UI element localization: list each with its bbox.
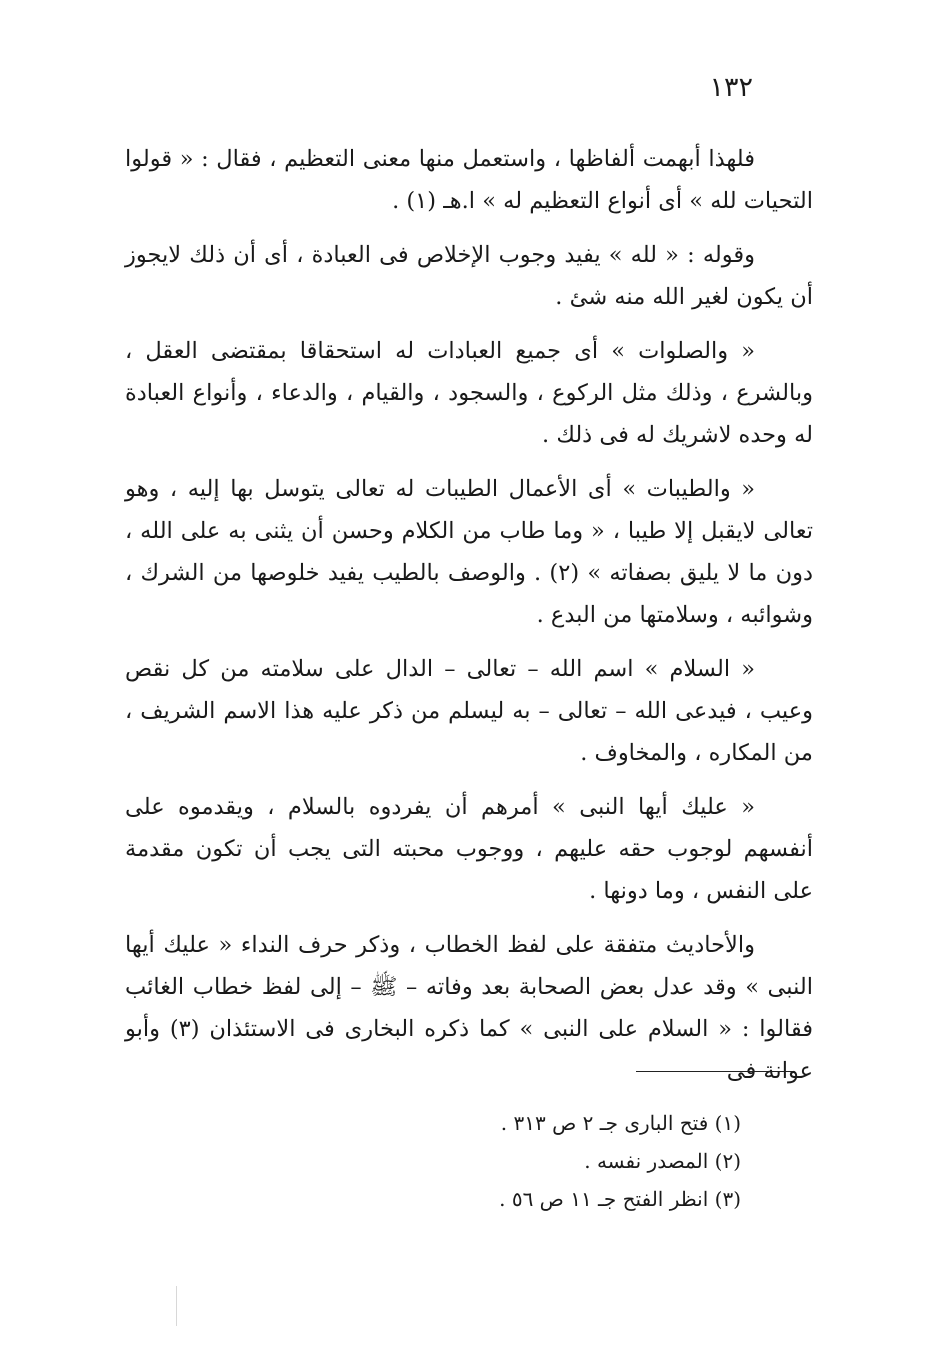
page-number: ١٣٢ xyxy=(709,72,753,103)
paragraph-7: والأحاديث متفقة على لفظ الخطاب ، وذكر حرف النداء « عليك أيها النبى » وقد عدل بعض الصحابة بعد وفاته – ﷺ – إلى لفظ خطاب الغائب فقالوا : « السلام على النبى » كما ذكره البخارى فى الاستئذان (٣) وأبو عوانة فى xyxy=(125,932,813,1084)
paragraph-3: « والصلوات » أى جميع العبادات له استحقاقا بمقتضى العقل ، وبالشرع ، وذلك مثل الركوع ، والسجود ، والقيام ، والدعاء ، وأنواع العبادة له وحده لاشريك له فى ذلك . xyxy=(125,338,813,448)
footnotes xyxy=(221,1104,741,1218)
paragraph-2: وقوله : « لله » يفيد وجوب الإخلاص فى العبادة ، أى أن ذلك لايجوز أن يكون لغير الله منه شئ . xyxy=(125,242,813,310)
paragraph-1: فلهذا أبهمت ألفاظها ، واستعمل منها معنى التعظيم ، فقال : « قولوا التحيات لله » أى أنواع التعظيم له » ا.هـ (١) . xyxy=(125,146,813,214)
body-text xyxy=(125,138,813,1104)
footnote-separator xyxy=(636,1071,794,1072)
paragraph-6: « عليك أيها النبى » أمرهم أن يفردوه بالسلام ، ويقدموه على أنفسهم لوجوب حقه عليهم ، ووجوب محبته التى يجب أن تكون مقدمة على النفس ، وما دونها . xyxy=(125,794,813,904)
footnote-2: (٢) المصدر نفسه . xyxy=(584,1149,741,1173)
scan-margin-mark xyxy=(176,1286,177,1326)
paragraph-5: « السلام » اسم الله – تعالى – الدال على سلامته من كل نقص وعيب ، فيدعى الله – تعالى – به ليسلم من ذكر عليه هذا الاسم الشريف ، من المكاره ، والمخاوف . xyxy=(125,656,813,766)
footnote-3: (٣) انظر الفتح جـ ١١ ص ٥٦ . xyxy=(499,1187,741,1211)
footnote-1: (١) فتح البارى جـ ٢ ص ٣١٣ . xyxy=(500,1111,741,1135)
paragraph-4: « والطيبات » أى الأعمال الطيبات له تعالى يتوسل بها إليه ، وهو تعالى لايقبل إلا طيبا ، « وما طاب من الكلام وحسن أن يثنى به على الله ، دون ما لا يليق بصفاته » (٢) . والوصف بالطيب يفيد خلوصها من الشرك ، وشوائبه ، وسلامتها من البدع . xyxy=(125,476,813,628)
